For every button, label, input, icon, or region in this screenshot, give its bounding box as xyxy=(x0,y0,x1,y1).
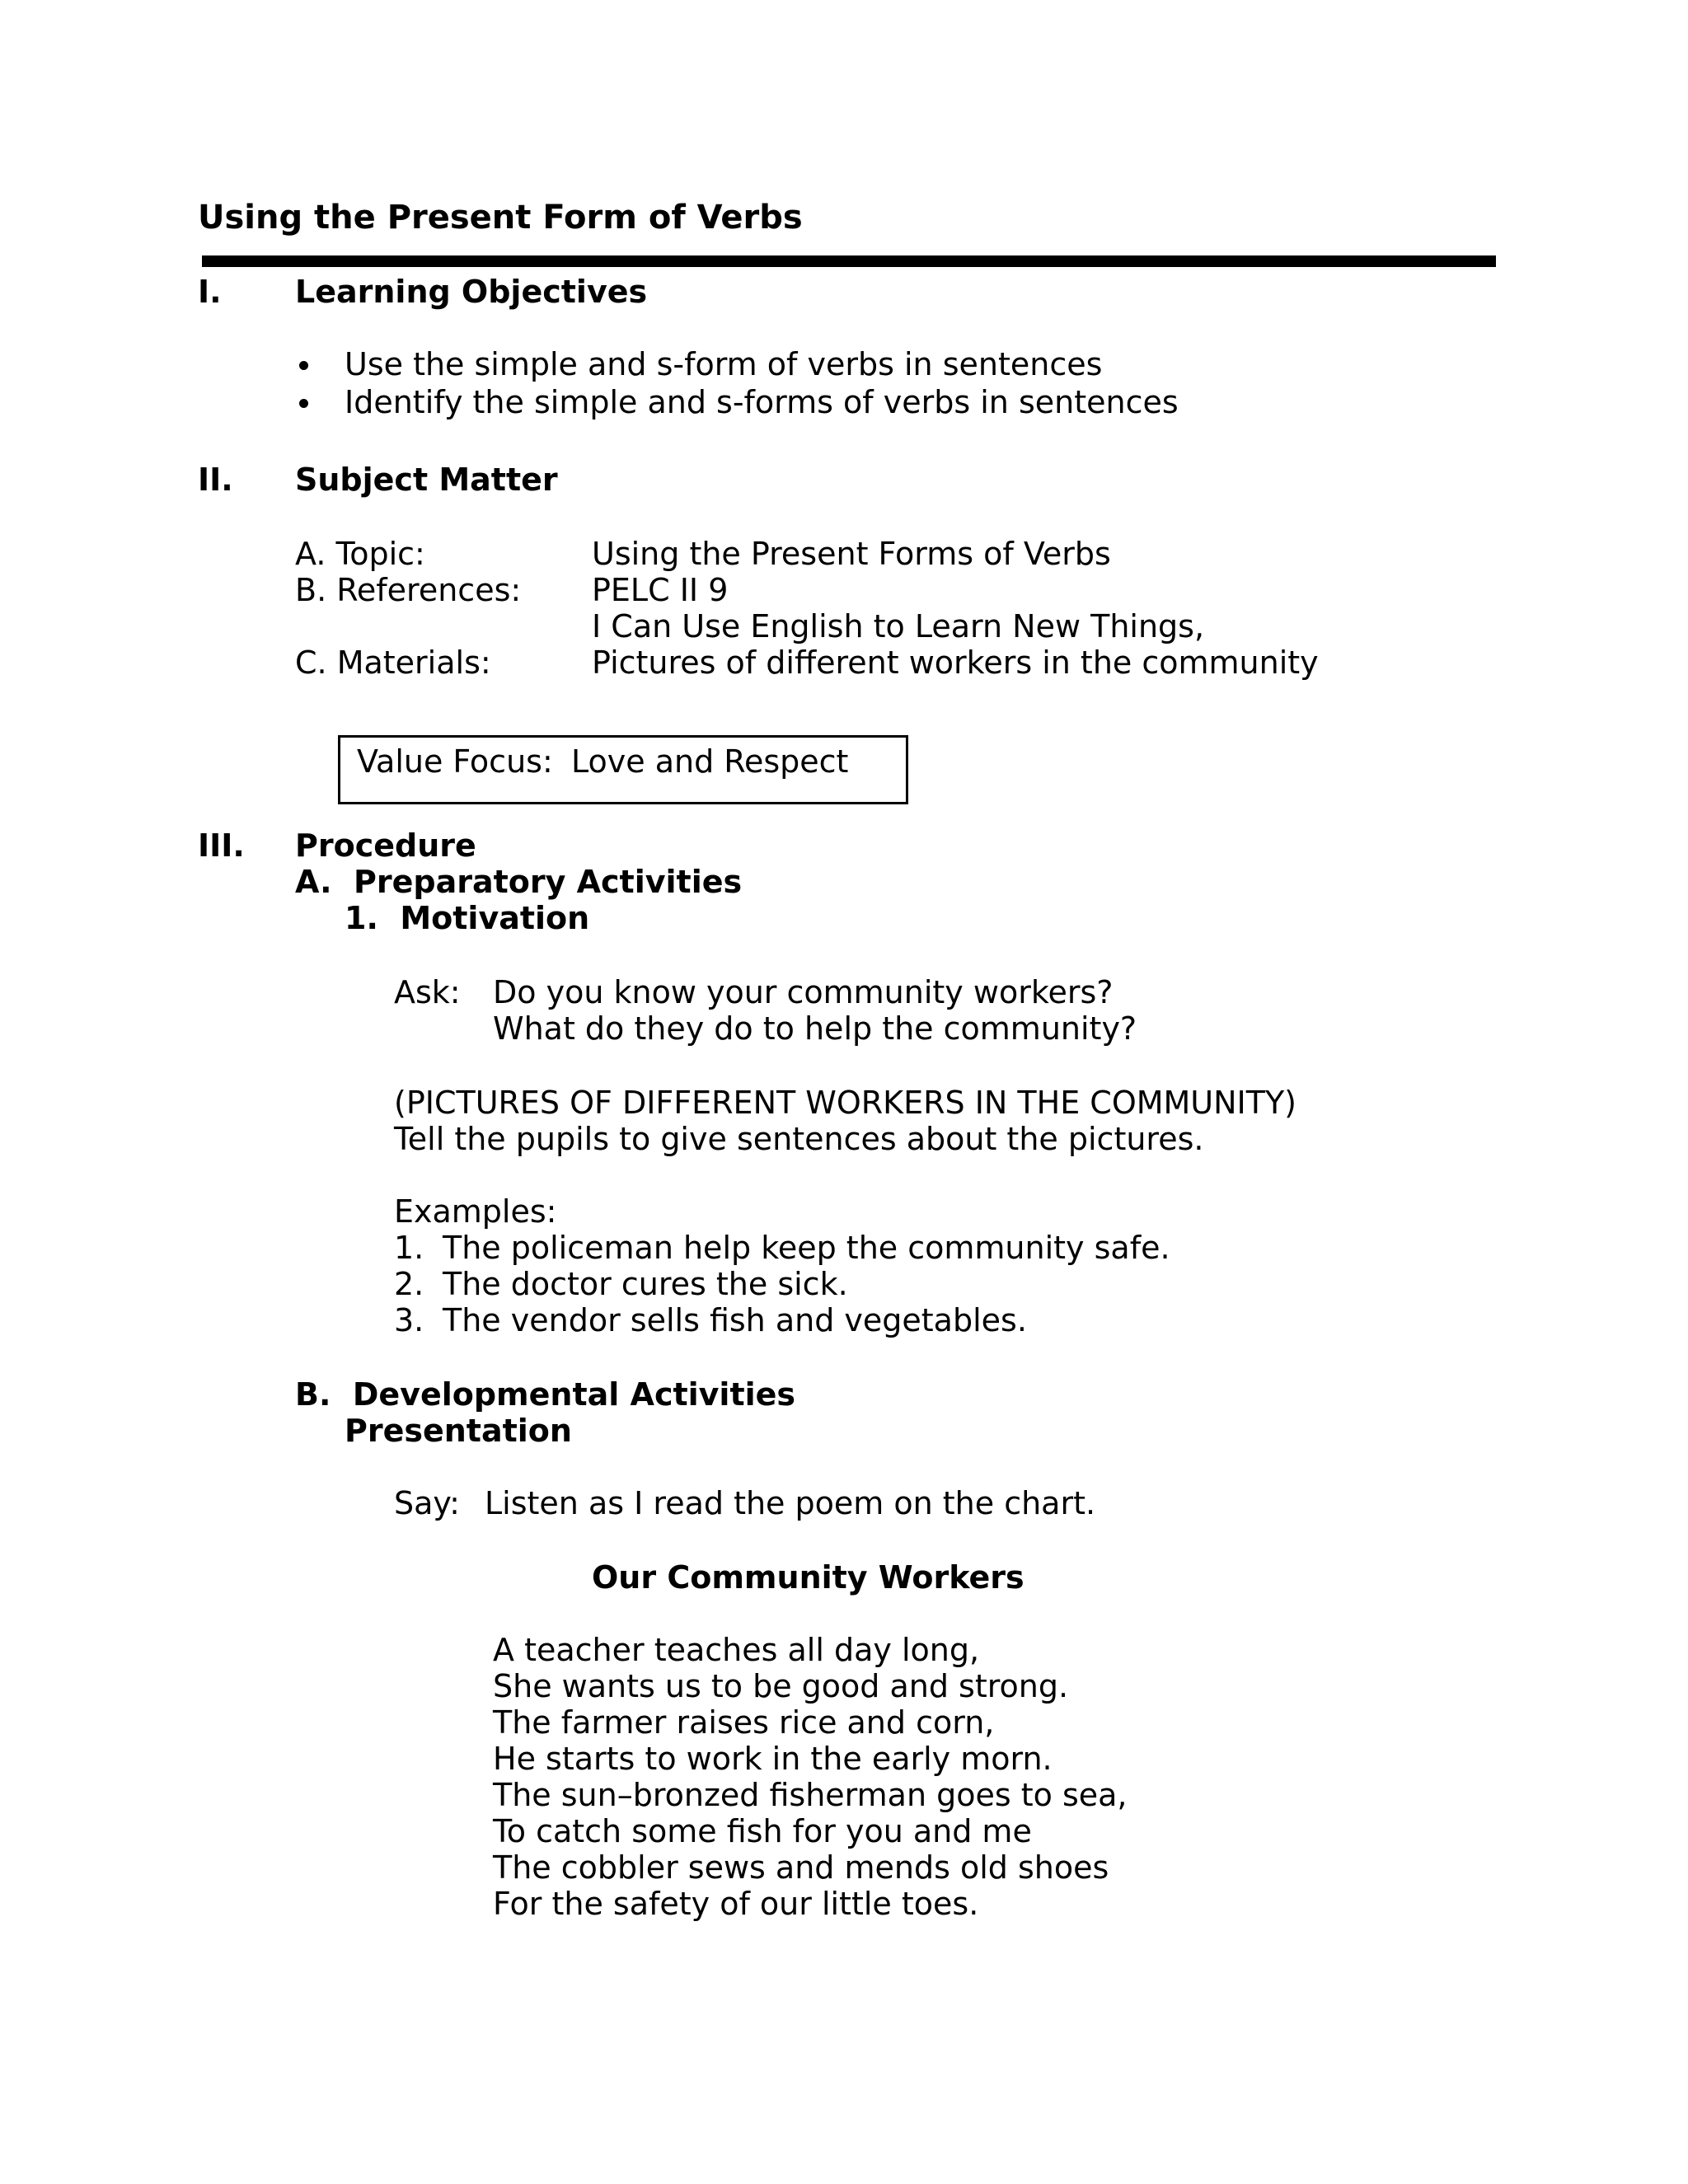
example-text: The doctor cures the sick. xyxy=(443,1266,848,1302)
poem-line: To catch some fish for you and me xyxy=(493,1813,1032,1849)
topic-value: Using the Present Forms of Verbs xyxy=(592,536,1111,572)
developmental-heading: B. Developmental Activities xyxy=(295,1376,796,1413)
value-focus-value: Love and Respect xyxy=(571,743,849,780)
motivation-heading: 1. Motivation xyxy=(345,900,590,936)
materials-label: C. Materials: xyxy=(295,644,491,681)
bullet-icon xyxy=(299,361,308,370)
poem-line: The farmer raises rice and corn, xyxy=(493,1704,995,1741)
preparatory-heading: A. Preparatory Activities xyxy=(295,864,743,900)
pictures-note: (PICTURES OF DIFFERENT WORKERS IN THE COMMUNITY) xyxy=(394,1085,1297,1121)
references-label: B. References: xyxy=(295,572,522,608)
example-number: 2. xyxy=(394,1266,424,1302)
materials-value: Pictures of different workers in the community xyxy=(592,644,1319,681)
topic-label: A. Topic: xyxy=(295,536,425,572)
poem-line: For the safety of our little toes. xyxy=(493,1886,979,1922)
poem-line: She wants us to be good and strong. xyxy=(493,1668,1069,1704)
section-numeral-2: II. xyxy=(198,462,233,498)
instruction-text: Tell the pupils to give sentences about the pictures. xyxy=(394,1121,1204,1157)
references-value: PELC II 9 xyxy=(592,572,729,608)
examples-label: Examples: xyxy=(394,1193,557,1230)
example-text: The vendor sells fish and vegetables. xyxy=(443,1302,1027,1338)
poem-line: A teacher teaches all day long, xyxy=(493,1632,980,1668)
ask-line: What do they do to help the community? xyxy=(493,1010,1137,1047)
example-number: 3. xyxy=(394,1302,424,1338)
section-heading-objectives: Learning Objectives xyxy=(295,274,648,310)
title-divider xyxy=(202,255,1496,267)
example-number: 1. xyxy=(394,1230,424,1266)
ask-line: Do you know your community workers? xyxy=(493,974,1114,1010)
value-focus-label: Value Focus: xyxy=(357,743,553,780)
page-title: Using the Present Form of Verbs xyxy=(198,199,803,237)
poem-line: The cobbler sews and mends old shoes xyxy=(493,1849,1109,1886)
section-heading-procedure: Procedure xyxy=(295,827,476,864)
say-text: Listen as I read the poem on the chart. xyxy=(485,1485,1096,1521)
poem-line: He starts to work in the early morn. xyxy=(493,1741,1053,1777)
references-value-2: I Can Use English to Learn New Things, xyxy=(592,608,1205,644)
presentation-subheading: Presentation xyxy=(345,1413,572,1449)
bullet-icon xyxy=(299,399,308,408)
say-label: Say: xyxy=(394,1485,460,1521)
poem-line: The sun–bronzed fisherman goes to sea, xyxy=(493,1777,1128,1813)
section-heading-subject-matter: Subject Matter xyxy=(295,462,558,498)
poem-title: Our Community Workers xyxy=(592,1559,1025,1596)
example-text: The policeman help keep the community safe. xyxy=(443,1230,1170,1266)
section-numeral-3: III. xyxy=(198,827,245,864)
objective-item: Identify the simple and s-forms of verbs in sentences xyxy=(345,384,1179,420)
ask-label: Ask: xyxy=(394,974,461,1010)
objective-item: Use the simple and s-form of verbs in sentences xyxy=(345,346,1103,382)
section-numeral-1: I. xyxy=(198,274,222,310)
